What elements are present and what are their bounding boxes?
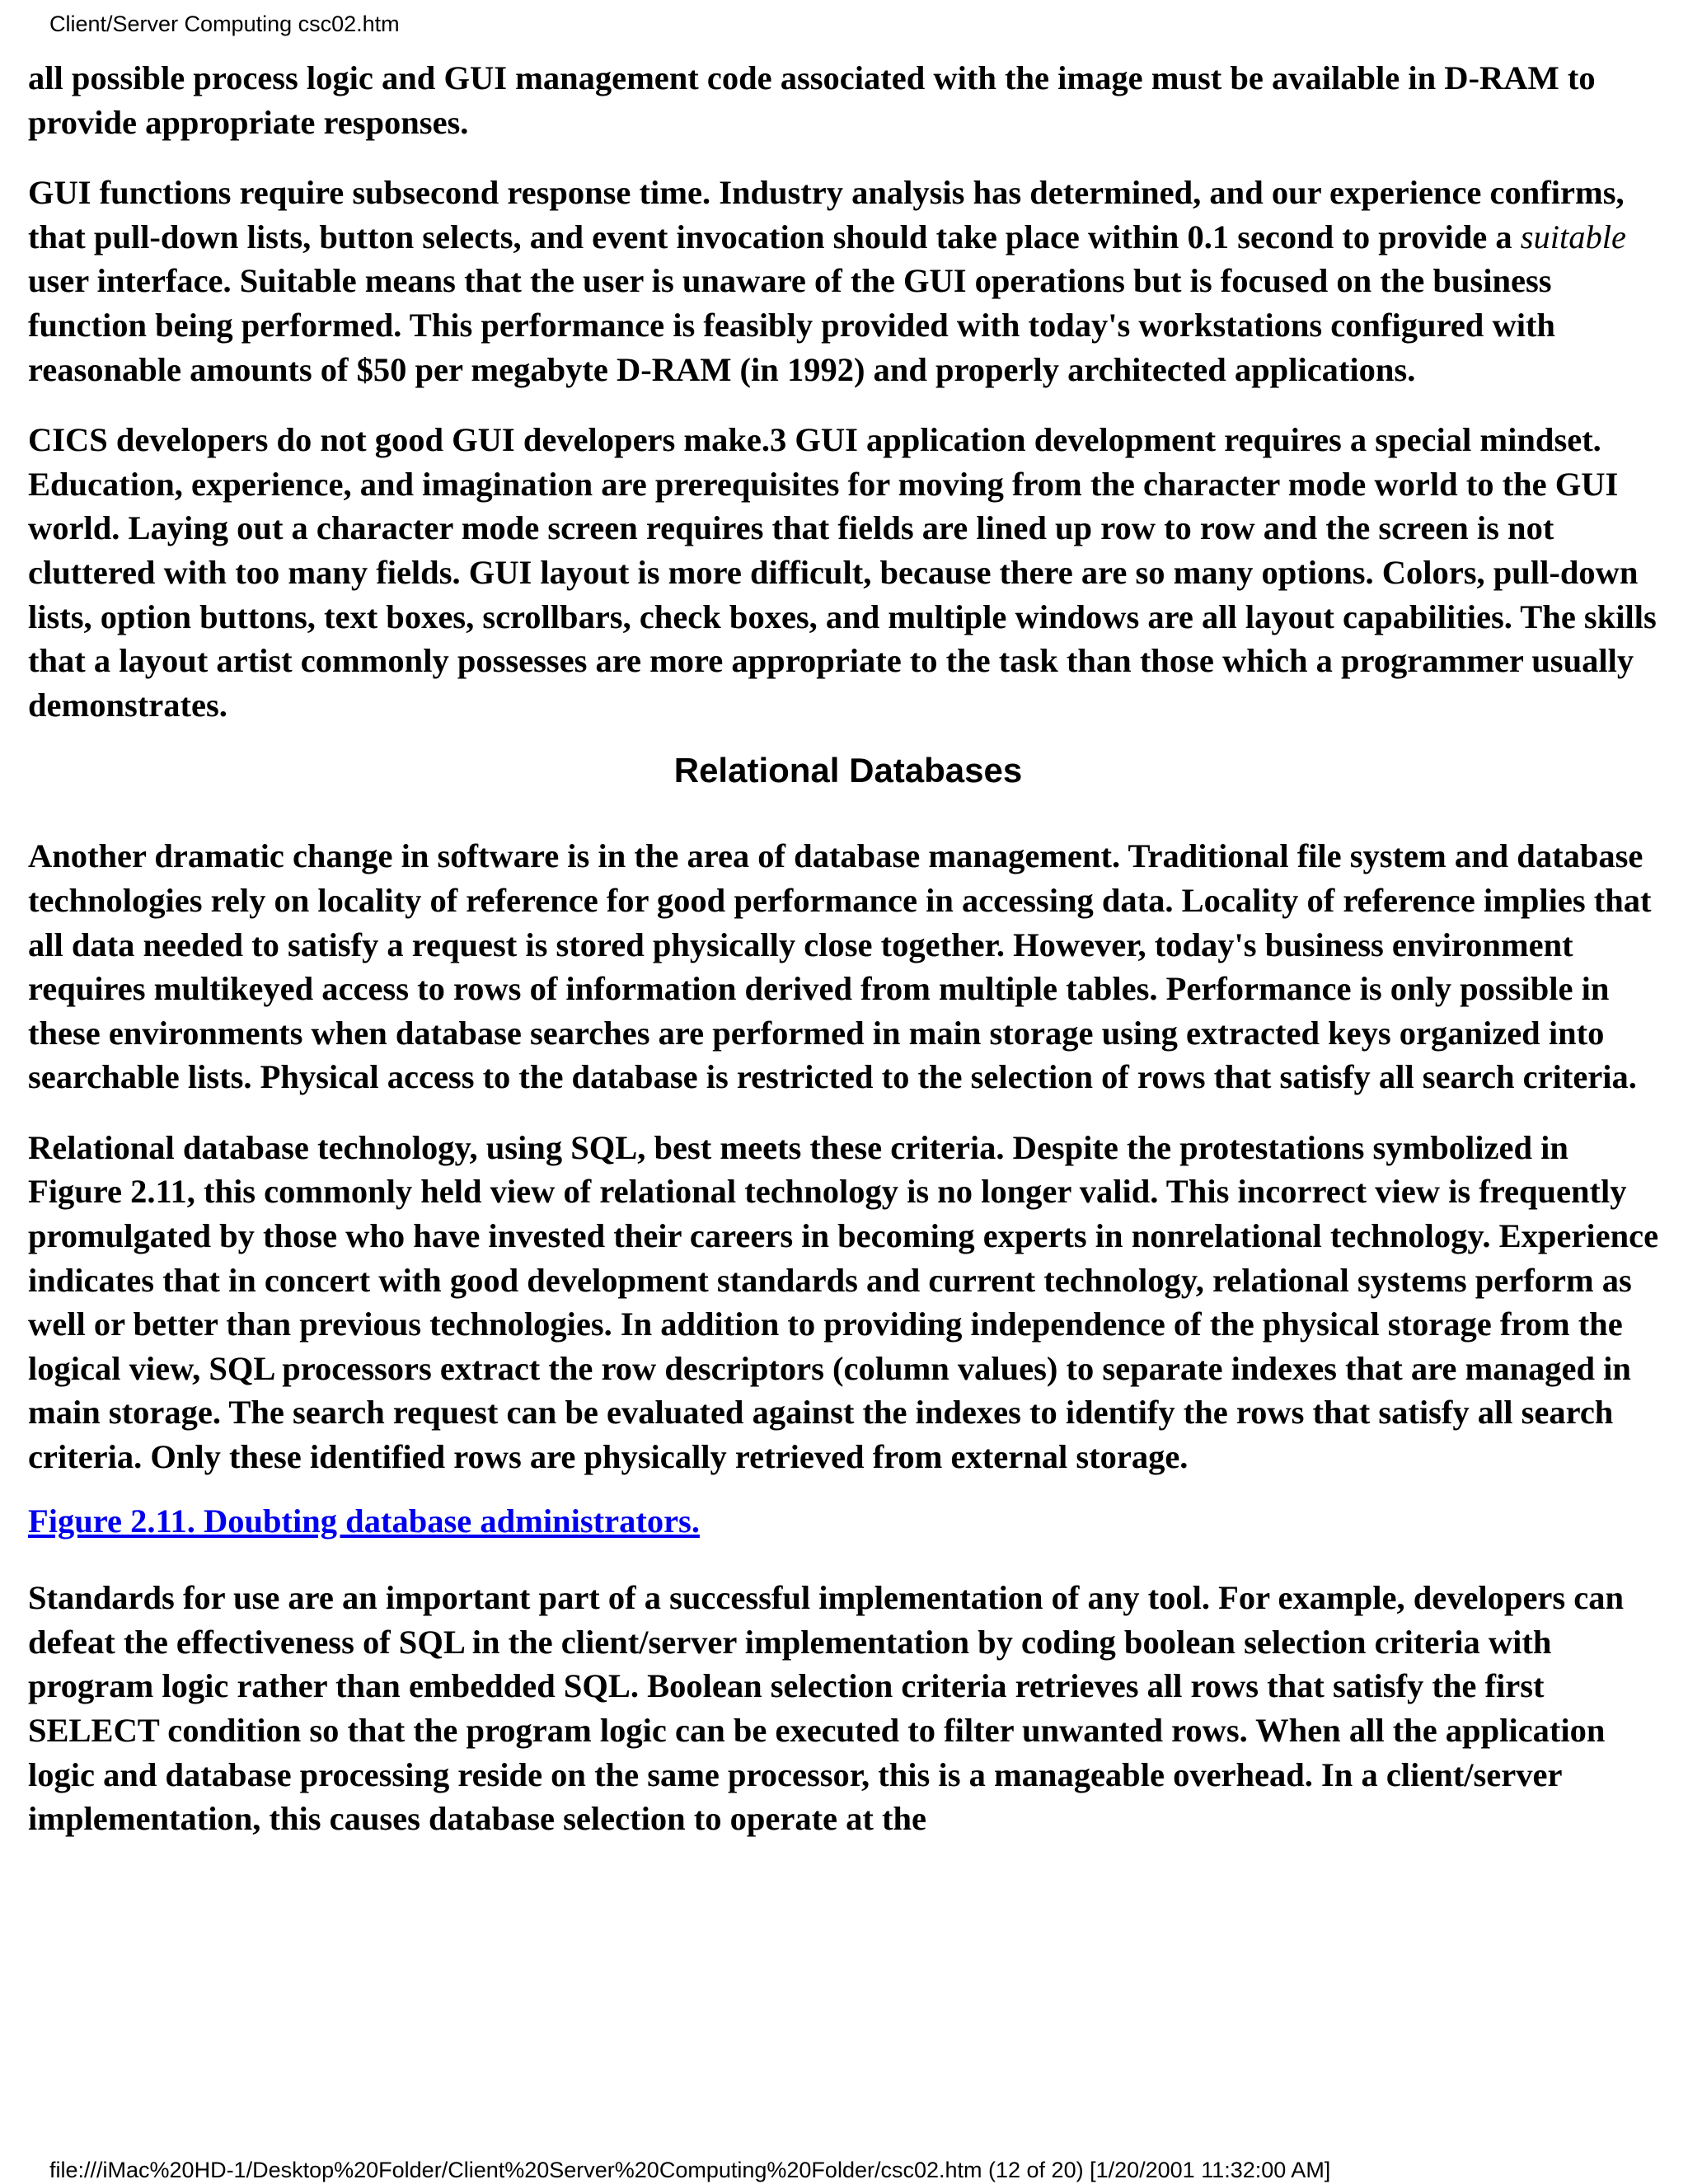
- document-body: [28, 56, 1668, 1841]
- page-header-title: Client/Server Computing csc02.htm: [49, 12, 400, 36]
- section-heading-relational-databases: Relational Databases: [673, 751, 1023, 790]
- paragraph-standards-for-use: Standards for use are an important part of a successful implementation of any tool. For example, developers can defeat the effectiveness of SQL in the client/server implementation by coding boolean selection criteria with program logic rather than embedded SQL. Boolean selection criteria retrieves all rows that satisfy the first SELECT condition so that the program logic can be executed to filter unwanted rows. When all the application logic and database processing reside on the same processor, this is a manageable overhead. In a client/server implementation, this causes database selection to operate at the: [28, 1579, 1625, 1838]
- emphasis-suitable: suitable: [1520, 218, 1626, 255]
- paragraph-relational-technology: Relational database technology, using SQL, best meets these criteria. Despite the protestations symbolized in Figure 2.11, this commonly held view of relational technology is no longer valid. This incorrect view is frequently promulgated by those who have invested their careers in becoming experts in nonrelational technology. Experience indicates that in concert with good development standards and current technology, relational systems perform as well or better than previous technologies. In addition to providing independence of the physical storage from the logical view, SQL processors extract the row descriptors (column values) to separate indexes that are managed in main storage. The search request can be evaluated against the indexes to identify the rows that satisfy all search criteria. Only these identified rows are physically retrieved from external storage.: [28, 1128, 1659, 1476]
- paragraph-database-management: Another dramatic change in software is in the area of database management. Traditional file system and database technologies rely on locality of reference for good performance in accessing data. Locality of reference implies that all data needed to satisfy a request is stored physically close together. However, today's business environment requires multikeyed access to rows of information derived from multiple tables. Performance is only possible in these environments when database searches are performed in main storage using extracted keys organized into searchable lists. Physical access to the database is restricted to the selection of rows that satisfy all search criteria.: [28, 837, 1652, 1096]
- paragraph-text: user interface. Suitable means that the user is unaware of the GUI operations but is focused on the business function being performed. This performance is feasibly provided with today's workstations configured with reasonable amounts of $50 per megabyte D-RAM (in 1992) and properly architected applications.: [28, 262, 1555, 388]
- page-footer-path: file:///iMac%20HD-1/Desktop%20Folder/Client%20Server%20Computing%20Folder/csc02.htm (12 of 20) [1/20/2001 11:32:00 AM]: [49, 2158, 1331, 2182]
- paragraph-d-ram-continuation: all possible process logic and GUI management code associated with the image must be available in D-RAM to provide appropriate responses.: [28, 59, 1596, 141]
- paragraph-cics-developers: CICS developers do not good GUI developers make.3 GUI application development requires a special mindset. Education, experience, and imagination are prerequisites for moving from the character mode world to the GUI world. Laying out a character mode screen requires that fields are lined up row to row and the screen is not cluttered with too many fields. GUI layout is more difficult, because there are so many options. Colors, pull-down lists, option buttons, text boxes, scrollbars, check boxes, and multiple windows are all layout capabilities. The skills that a layout artist commonly possesses are more appropriate to the task than those which a programmer usually demonstrates.: [28, 421, 1657, 724]
- paragraph-text: GUI functions require subsecond response time. Industry analysis has determined, and our experience confirms, that pull-down lists, button selects, and event invocation should take place within 0.1 second to provide a: [28, 174, 1625, 255]
- paragraph-gui-response-time: [28, 171, 1668, 391]
- figure-2-11-link[interactable]: Figure 2.11. Doubting database administrators.: [28, 1502, 700, 1540]
